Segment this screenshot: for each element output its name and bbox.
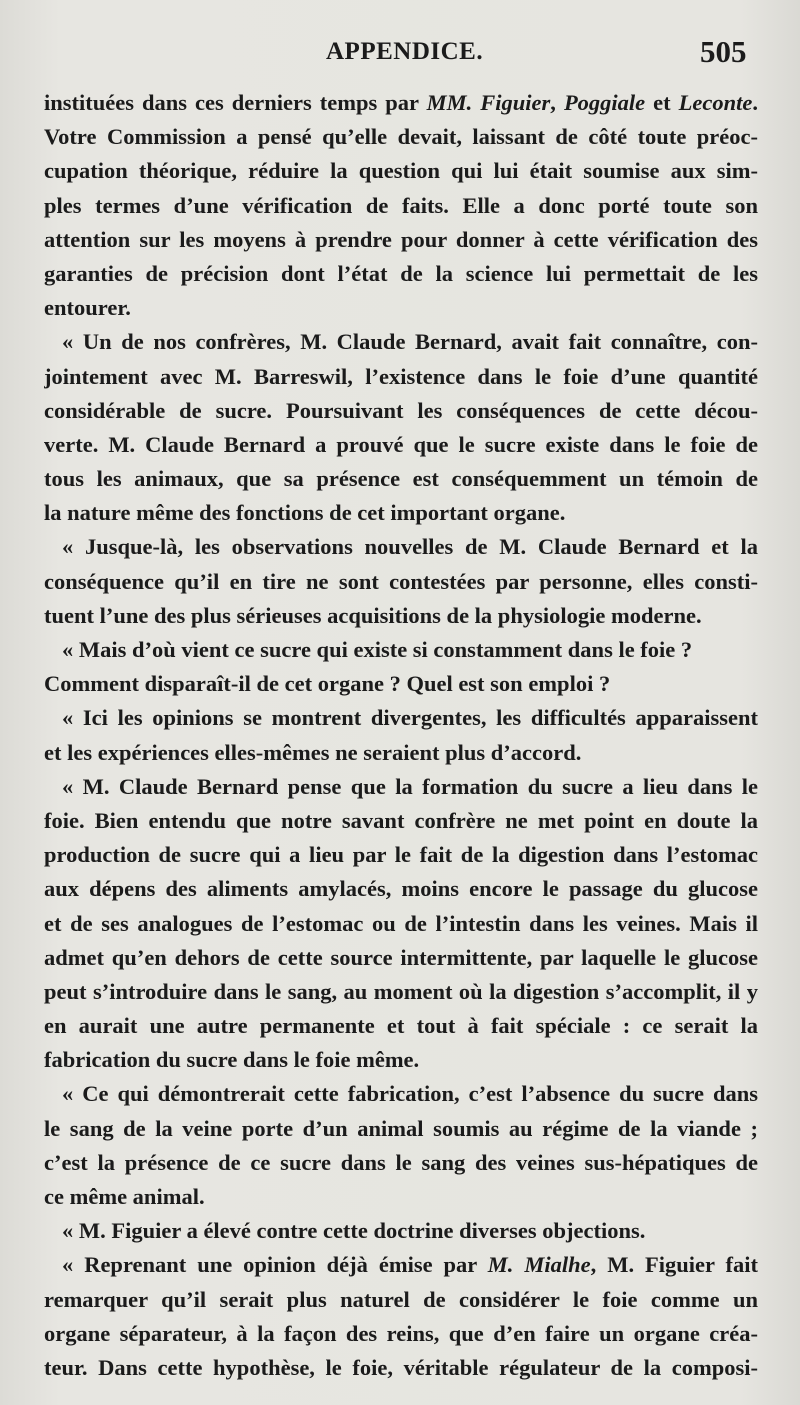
text-line (44, 291, 758, 325)
text-run: fabrication du sucre dans le foie même. (44, 1047, 420, 1073)
text-run: tuent l’une des plus sérieuses acquisitions de la physiologie moderne. (44, 602, 702, 628)
text-run: admet qu’en dehors de cette source intermittente, par laquelle le glucose (44, 944, 758, 970)
text-run: foie. Bien entendu que notre savant confrère ne met point en doute la (44, 807, 758, 833)
text-line (44, 394, 758, 428)
italic-name: MM. Figuier (426, 90, 551, 115)
text-line (44, 633, 758, 667)
text-run: tous les animaux, que sa présence est conséquemment un témoin de (44, 466, 758, 492)
text-run: cupation théorique, réduire la question qui lui était soumise aux sim- (44, 158, 758, 184)
text-run: « Un de nos confrères, M. Claude Bernard, avait fait connaître, con- (62, 329, 758, 355)
text-line (44, 667, 758, 701)
text-run: « Ici les opinions se montrent divergentes, les difficultés apparaissent (62, 705, 758, 731)
text-line (44, 565, 758, 599)
text-line (44, 1248, 758, 1282)
text-line (44, 872, 758, 906)
text-run: entourer. (44, 295, 131, 321)
text-line (44, 941, 758, 975)
text-run: peut s’introduire dans le sang, au moment où la digestion s’accomplit, il y (44, 978, 758, 1004)
text-run: et les expériences elles-mêmes ne seraient plus d’accord. (44, 739, 582, 765)
page-number: 505 (700, 34, 747, 69)
text-run: remarquer qu’il serait plus naturel de considérer le foie comme un (44, 1286, 758, 1312)
text-line (44, 257, 758, 291)
text-line (44, 154, 758, 188)
text-run: « M. Claude Bernard pense que la formation du sucre a lieu dans le (62, 773, 758, 799)
text-line (44, 86, 758, 120)
text-run: jointement avec M. Barreswil, l’existence dans le foie d’une quantité (44, 363, 758, 389)
text-line (44, 1180, 758, 1214)
text-line (44, 838, 758, 872)
text-line (44, 189, 758, 223)
text-run: production de sucre qui a lieu par le fait de la digestion dans l’estomac (44, 842, 758, 868)
text-line (44, 530, 758, 564)
text-line (44, 736, 758, 770)
text-line (44, 1077, 758, 1111)
text-line (44, 1283, 758, 1317)
text-run: attention sur les moyens à prendre pour donner à cette vérification des (44, 226, 758, 252)
text-line (44, 1214, 758, 1248)
text-run: verte. M. Claude Bernard a prouvé que le sucre existe dans le foie de (44, 431, 758, 457)
text-run: « Jusque-là, les observations nouvelles de M. Claude Bernard et la (62, 534, 758, 560)
text-run: la nature même des fonctions de cet important organe. (44, 500, 566, 526)
text-line (44, 120, 758, 154)
text-run: « M. Figuier a élevé contre cette doctrine diverses objections. (62, 1218, 646, 1244)
text-line (44, 1009, 758, 1043)
text-run: , M. Figuier fait (590, 1252, 758, 1278)
text-line (44, 325, 758, 359)
text-run: teur. Dans cette hypothèse, le foie, véritable régulateur de la composi- (44, 1354, 758, 1380)
text-line (44, 462, 758, 496)
text-line (44, 428, 758, 462)
text-line (44, 496, 758, 530)
text-run: Votre Commission a pensé qu’elle devait, laissant de côté toute préoc- (44, 124, 758, 150)
body-text (44, 86, 758, 1385)
running-title: APPENDICE. (326, 38, 484, 65)
text-run: et (645, 90, 679, 115)
text-line (44, 770, 758, 804)
text-run: « Mais d’où vient ce sucre qui existe si constamment dans le foie ? (62, 637, 693, 662)
text-run: ples termes d’une vérification de faits. Elle a donc porté toute son (44, 192, 758, 218)
text-line (44, 975, 758, 1009)
text-line (44, 1146, 758, 1180)
text-line (44, 599, 758, 633)
text-run: Comment disparaît-il de cet organe ? Quel est son emploi ? (44, 671, 611, 697)
text-run: garanties de précision dont l’état de la science lui permettait de les (44, 260, 758, 286)
text-run: aux dépens des aliments amylacés, moins encore le passage du glucose (44, 876, 758, 902)
text-run: conséquence qu’il en tire ne sont contestées par personne, elles consti- (44, 568, 758, 594)
italic-name: Leconte (678, 90, 753, 115)
text-line (44, 1043, 758, 1077)
text-run: « Reprenant une opinion déjà émise par (62, 1252, 488, 1278)
text-run: et de ses analogues de l’estomac ou de l’intestin dans les veines. Mais il (44, 910, 758, 936)
text-run: en aurait une autre permanente et tout à fait spéciale : ce serait la (44, 1013, 758, 1039)
text-line (44, 1112, 758, 1146)
text-run: considérable de sucre. Poursuivant les conséquences de cette décou- (44, 397, 758, 423)
text-run: instituées dans ces derniers temps par (44, 90, 427, 115)
text-run: . (752, 90, 758, 115)
page-header (0, 36, 800, 70)
italic-name: Poggiale (563, 90, 646, 115)
text-line (44, 701, 758, 735)
text-run: le sang de la veine porte d’un animal soumis au régime de la viande ; (44, 1115, 758, 1141)
text-run: , (550, 90, 564, 115)
text-line (44, 360, 758, 394)
text-line (44, 1351, 758, 1385)
text-run: c’est la présence de ce sucre dans le sang des veines sus-hépatiques de (44, 1149, 758, 1175)
italic-name: M. Mialhe (487, 1252, 591, 1278)
text-line (44, 907, 758, 941)
text-run: « Ce qui démontrerait cette fabrication, c’est l’absence du sucre dans (62, 1081, 758, 1107)
text-run: organe séparateur, à la façon des reins, que d’en faire un organe créa- (44, 1320, 758, 1346)
text-line (44, 804, 758, 838)
text-line (44, 223, 758, 257)
text-run: ce même animal. (44, 1184, 205, 1209)
text-line (44, 1317, 758, 1351)
